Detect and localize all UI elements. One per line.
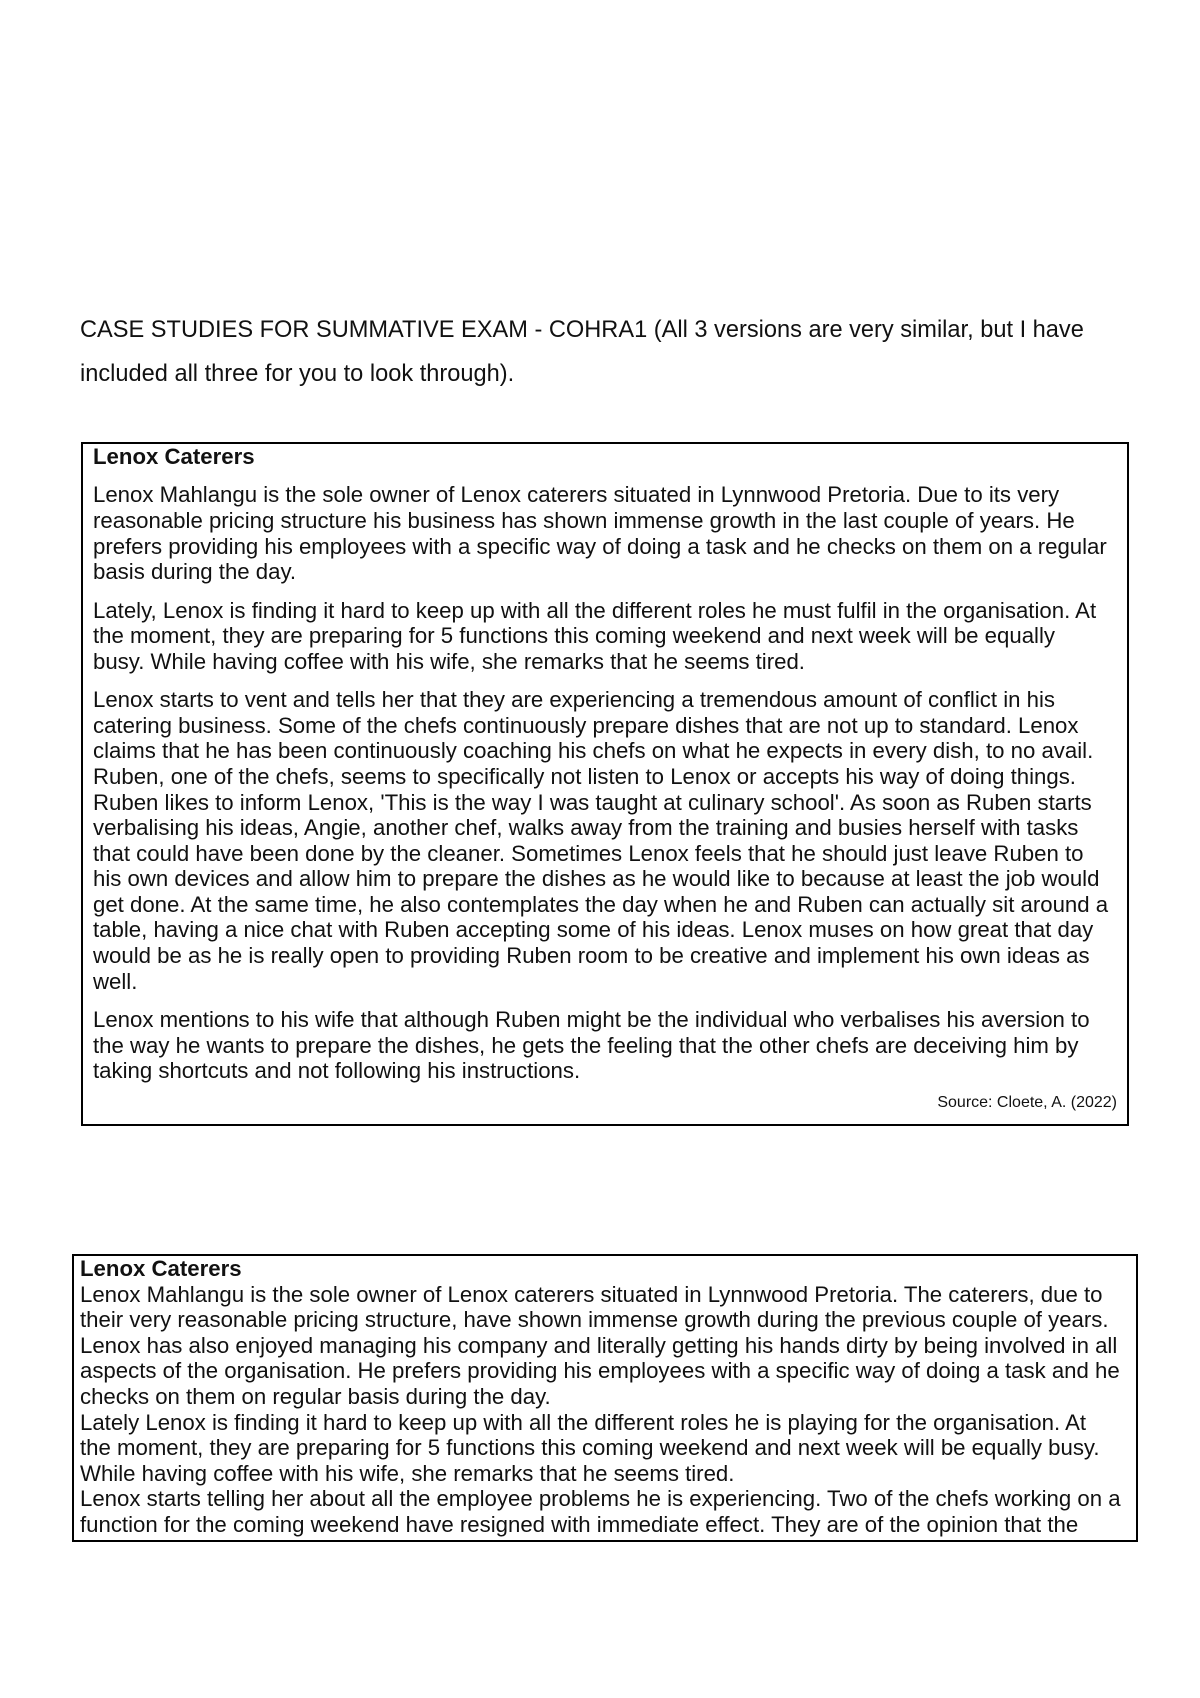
text-line: Lenox Mahlangu is the sole owner of Lenox caterers situated in Lynnwood Pretoria. The caterers, due to (80, 1281, 1103, 1307)
text-line: Lately Lenox is finding it hard to keep up with all the different roles he is playing for the organisation. At (80, 1409, 1087, 1435)
text-line: the way he wants to prepare the dishes, he gets the feeling that the other chefs are deceiving him by (93, 1032, 1079, 1058)
paragraph (80, 1410, 1130, 1487)
case-title: Lenox Caterers (80, 1256, 242, 1281)
text-line: busy. While having coffee with his wife, she remarks that he seems tired. (93, 648, 805, 674)
case-title: Lenox Caterers (93, 444, 255, 469)
text-line: Lately, Lenox is finding it hard to keep up with all the different roles he must fulfil in the organisation. At (93, 597, 1097, 623)
text-line: function for the coming weekend have resigned with immediate effect. They are of the opinion that the (80, 1511, 1079, 1537)
text-line: basis during the day. (93, 559, 297, 585)
text-line: catering business. Some of the chefs continuously prepare dishes that are not up to standard. Lenox (93, 712, 1079, 738)
text-line: taking shortcuts and not following his instructions. (93, 1058, 581, 1084)
text-line: While having coffee with his wife, she remarks that he seems tired. (80, 1460, 735, 1486)
text-line: Lenox Mahlangu is the sole owner of Lenox caterers situated in Lynnwood Pretoria. Due to its very (93, 482, 1060, 508)
text-line: Lenox starts to vent and tells her that they are experiencing a tremendous amount of conflict in his (93, 687, 1056, 713)
paragraph (93, 482, 1117, 584)
paragraph (80, 1486, 1130, 1537)
text-line: Lenox mentions to his wife that although Ruben might be the individual who verbalises his aversion to (93, 1007, 1090, 1033)
text-line: get done. At the same time, he also contemplates the day when he and Ruben can actually sit around a (93, 891, 1109, 917)
text-line: Lenox has also enjoyed managing his company and literally getting his hands dirty by being involved in all (80, 1332, 1118, 1358)
paragraph (93, 687, 1117, 994)
text-line: would be as he is really open to providing Ruben room to be creative and implement his own ideas as (93, 943, 1090, 969)
text-line: table, having a nice chat with Ruben accepting some of his ideas. Lenox muses on how great that day (93, 917, 1094, 943)
text-line: his own devices and allow him to prepare the dishes as he would like to because at least the job would (93, 866, 1100, 892)
text-line: aspects of the organisation. He prefers providing his employees with a specific way of doing a task and he (80, 1358, 1120, 1384)
heading-line: CASE STUDIES FOR SUMMATIVE EXAM - COHRA1 (All 3 versions are very similar, but I have (80, 317, 1084, 343)
case-study-box (72, 1254, 1138, 1542)
text-line: the moment, they are preparing for 5 functions this coming weekend and next week will be equally busy. (80, 1435, 1100, 1461)
text-line: claims that he has been continuously coaching his chefs on what he expects in every dish, to no avail. (93, 738, 1094, 764)
text-line: verbalising his ideas, Angie, another chef, walks away from the training and busies herself with tasks (93, 815, 1079, 841)
page-heading (80, 308, 1084, 396)
text-line: that could have been done by the cleaner. Sometimes Lenox feels that he should just leave Ruben to (93, 840, 1084, 866)
text-line: Ruben likes to inform Lenox, 'This is the way I was taught at culinary school'. As soon as Ruben starts (93, 789, 1092, 815)
heading-line: included all three for you to look through). (80, 361, 515, 387)
paragraph (93, 1007, 1117, 1084)
case-study-box (81, 442, 1129, 1126)
text-line: well. (93, 968, 138, 994)
source-citation: Source: Cloete, A. (2022) (937, 1093, 1117, 1111)
text-line: reasonable pricing structure his business has shown immense growth in the last couple of years. He (93, 507, 1075, 533)
text-line: Ruben, one of the chefs, seems to specifically not listen to Lenox or accepts his way of doing things. (93, 763, 1076, 789)
text-line: their very reasonable pricing structure, have shown immense growth during the previous couple of years. (80, 1307, 1109, 1333)
paragraph (80, 1282, 1130, 1410)
text-line: the moment, they are preparing for 5 functions this coming weekend and next week will be equally (93, 623, 1055, 649)
text-line: prefers providing his employees with a specific way of doing a task and he checks on them on a regular (93, 533, 1107, 559)
text-line: checks on them on regular basis during the day. (80, 1383, 551, 1409)
paragraph (93, 598, 1117, 675)
text-line: Lenox starts telling her about all the employee problems he is experiencing. Two of the chefs working on a (80, 1486, 1121, 1512)
